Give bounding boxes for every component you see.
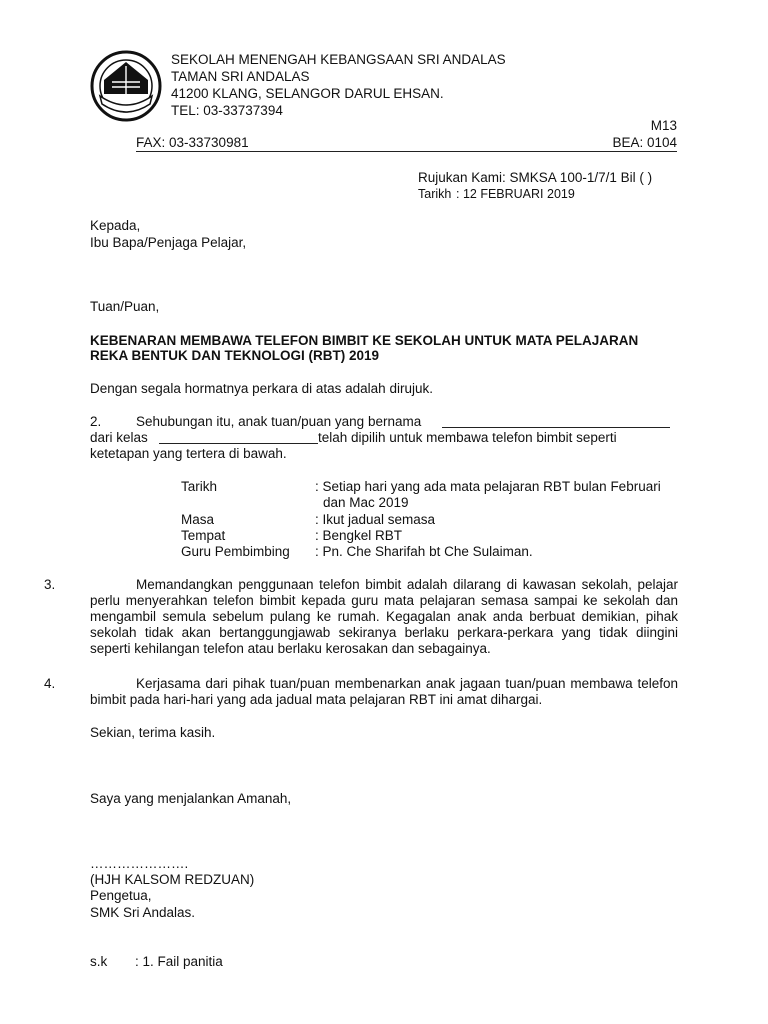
- signatory-title: Pengetua,: [90, 888, 152, 903]
- detail-value: : Setiap hari yang ada mata pelajaran RBT bulan Februari: [315, 479, 661, 494]
- fax: FAX: 03-33730981: [136, 135, 249, 150]
- school-name: SEKOLAH MENENGAH KEBANGSAAN SRI ANDALAS: [171, 52, 506, 67]
- paragraph-2-number: 2.: [90, 414, 102, 429]
- detail-value: : Pn. Che Sharifah bt Che Sulaiman.: [315, 544, 533, 559]
- class-field[interactable]: [159, 430, 318, 444]
- school-logo: [90, 50, 162, 122]
- detail-value-cont: dan Mac 2019: [323, 495, 409, 510]
- form-code: M13: [650, 118, 677, 133]
- paragraph-4-text: Kerjasama dari pihak tuan/puan membenarkan anak jagaan tuan/puan membawa telefon bimbit pada hari-hari yang ada jadual mata pelajaran RBT ini amat dihargai.: [90, 676, 678, 707]
- signatory-school: SMK Sri Andalas.: [90, 905, 196, 920]
- paragraph-1: Dengan segala hormatnya perkara di atas adalah dirujuk.: [90, 381, 433, 396]
- detail-label: Tarikh: [181, 479, 218, 494]
- recipient-to: Ibu Bapa/Penjaga Pelajar,: [90, 235, 247, 250]
- paragraph-2-text-a: Sehubungan itu, anak tuan/puan yang bernama: [136, 414, 422, 429]
- telephone: TEL: 03-33737394: [171, 103, 283, 118]
- paragraph-4: [44, 676, 678, 708]
- date-value: : 12 FEBRUARI 2019: [456, 187, 575, 201]
- address-line-1: TAMAN SRI ANDALAS: [171, 69, 310, 84]
- paragraph-2-text-b: dari kelas: [90, 430, 148, 445]
- bea: BEA: 0104: [612, 135, 677, 150]
- paragraph-3-number: 3.: [44, 577, 56, 592]
- header-divider: [136, 151, 677, 152]
- paragraph-4-number: 4.: [44, 676, 56, 691]
- amanah-line: Saya yang menjalankan Amanah,: [90, 791, 292, 806]
- detail-label: Tempat: [181, 528, 226, 543]
- paragraph-2-text-c: telah dipilih untuk membawa telefon bimbit seperti: [318, 430, 617, 445]
- signature-dots: ………………….: [90, 856, 189, 871]
- signatory-name: (HJH KALSOM REDZUAN): [90, 872, 255, 887]
- detail-value: : Ikut jadual semasa: [315, 512, 436, 527]
- detail-label: Masa: [181, 512, 215, 527]
- closing: Sekian, terima kasih.: [90, 725, 216, 740]
- salutation: Tuan/Puan,: [90, 299, 160, 314]
- address-line-2: 41200 KLANG, SELANGOR DARUL EHSAN.: [171, 86, 444, 101]
- paragraph-3-text: Memandangkan penggunaan telefon bimbit adalah dilarang di kawasan sekolah, pelajar perlu menyerahkan telefon bimbit kepada guru mata pelajaran semasa sampai ke sekolah dan mengambil semula sebelum pulang ke rumah. Kegagalan anak anda berbuat demikian, pihak sekolah tidak akan bertanggungjawab sekiranya berlaku perkara-perkara yang tidak diingini seperti kehilangan telefon atau berlaku kerosakan dan sebagainya.: [90, 577, 678, 656]
- paragraph-2-text-d: ketetapan yang tertera di bawah.: [90, 446, 287, 461]
- detail-value: : Bengkel RBT: [315, 528, 403, 543]
- paragraph-3: [44, 577, 678, 657]
- subject-line-1: KEBENARAN MEMBAWA TELEFON BIMBIT KE SEKOLAH UNTUK MATA PELAJARAN: [90, 333, 639, 348]
- recipient-kepada: Kepada,: [90, 218, 141, 233]
- detail-label: Guru Pembimbing: [181, 544, 290, 559]
- subject-line-2: REKA BENTUK DAN TEKNOLOGI (RBT) 2019: [90, 348, 380, 363]
- sk-label: s.k: [90, 954, 108, 969]
- sk-value: : 1. Fail panitia: [135, 954, 223, 969]
- date-label: Tarikh: [418, 187, 452, 201]
- student-name-field[interactable]: [442, 414, 670, 428]
- reference-number: Rujukan Kami: SMKSA 100-1/7/1 Bil ( ): [418, 170, 653, 185]
